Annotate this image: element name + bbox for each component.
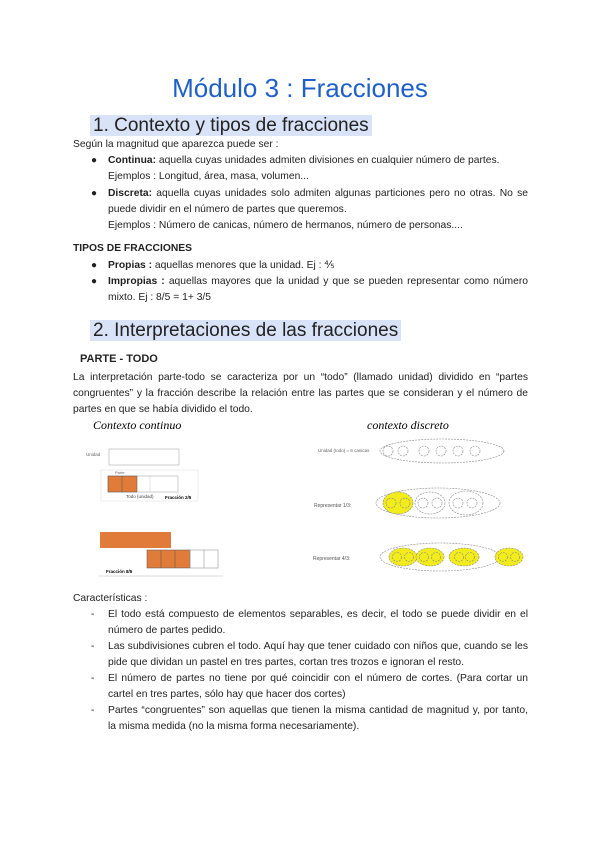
svg-text:Todo (unidad): Todo (unidad) [126,494,154,499]
list-item: El todo está compuesto de elementos separables, es decir, el todo se puede dividir en el número de partes pedido. [108,609,528,636]
svg-text:Fracción 2/5: Fracción 2/5 [165,495,192,500]
intro-text: Según la magnitud que aparezca puede ser : [73,139,279,150]
dash-icon: - [91,673,95,684]
types-heading: TIPOS DE FRACCIONES [73,243,192,254]
list-item: Las subdivisiones cubren el todo. Aquí hay que tener cuidado con niños que, cuando se les pide que dividan un pastel en tres partes, cortan tres trozos e ignoran el resto. [108,641,528,668]
svg-text:Parte: Parte [115,470,125,475]
dash-icon: - [91,609,95,620]
dash-icon: - [91,641,95,652]
bullet-icon: ● [91,260,98,271]
characteristics-heading: Características : [73,593,148,604]
discrete-diagram [313,439,523,571]
section-heading-1: 1. Contexto y tipos de fracciones [90,114,372,138]
right-title: contexto discreto [367,418,449,432]
paragraph: La interpretación parte-todo se caracteriza por un “todo” (llamado unidad) dividido en “partes congruentes” y la fracción describe la relación entre las partes que se consideran y el número de partes en que se había dividido el todo. [73,372,528,415]
list-item: Propias : aquellas menores que la unidad. Ej : ⅘ [108,260,335,271]
svg-text:Representar 4/3:: Representar 4/3: [313,556,351,562]
fraction-figure [80,414,540,584]
dash-icon: - [91,705,95,716]
svg-text:Unidad (todo) = 6 canicas: Unidad (todo) = 6 canicas [318,448,370,453]
section-heading-2: 2. Interpretaciones de las fracciones [90,319,401,343]
list-item: Impropias : aquellas mayores que la unidad y que se pueden representar como número mixto. Ej : 8/5 = 1+ 3/5 [108,276,528,303]
subheading: PARTE - TODO [80,353,158,365]
svg-text:Fracción 8/5: Fracción 8/5 [106,569,133,574]
list-item: El número de partes no tiene por qué coincidir con el número de cortes. (Para cortar un cartel en tres partes, sólo hay que hacer dos cortes) [108,673,528,700]
svg-text:Representar 1/3:: Representar 1/3: [314,503,352,509]
continuous-diagram [86,449,223,576]
bullet-icon: ● [91,188,98,199]
bullet-icon: ● [91,155,98,166]
bullet-icon: ● [91,276,98,287]
list-item: Continua: aquella cuyas unidades admiten divisiones en cualquier número de partes. Ejemplos : Longitud, área, masa, volumen... [108,155,500,182]
svg-text:Unidad: Unidad [86,452,101,457]
page-title: Módulo 3 : Fracciones [172,73,428,103]
list-item: Partes “congruentes” son aquellas que tienen la misma cantidad de magnitud y, por tanto, la misma medida (no la misma forma necesariamente). [108,705,528,732]
list-item: Discreta: aquella cuyas unidades solo admiten algunas particiones pero no otras. No se puede dividir en el número de partes que queremos. Ejemplos : Número de canicas, número de hermanos, número de personas.... [108,188,528,231]
left-title: Contexto continuo [93,418,182,432]
